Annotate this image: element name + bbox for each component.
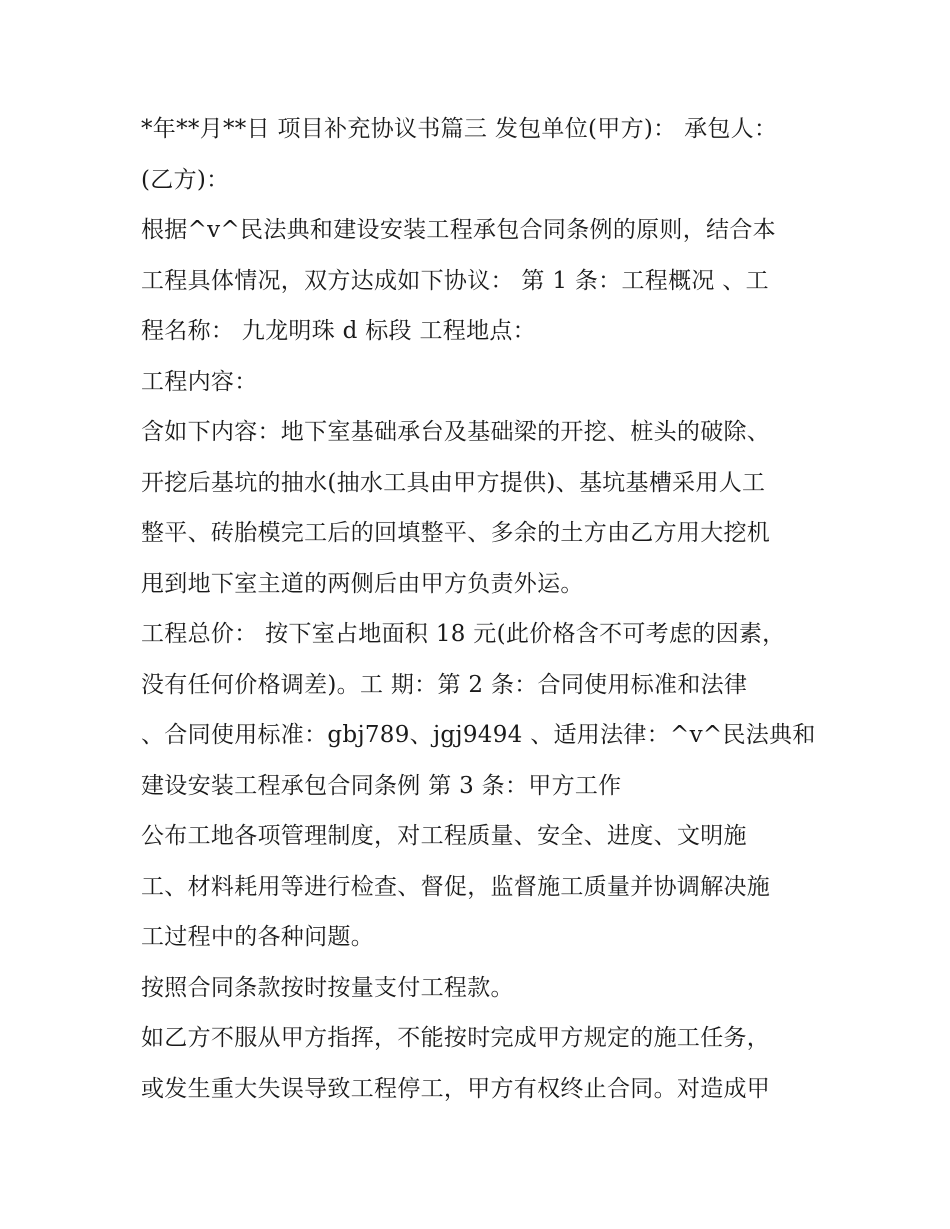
text-line: 、合同使用标准：gbj789、jgj9494 、适用法律：^v^民法典和	[141, 722, 816, 748]
text-line: 工程内容：	[141, 368, 258, 395]
text-line: 没有任何价格调差)。工 期：第 2 条：合同使用标准和法律	[141, 671, 748, 698]
text-line: 开挖后基坑的抽水(抽水工具由甲方提供)、基坑基槽采用人工	[141, 469, 766, 496]
text-line: 程名称： 九龙明珠 d 标段 工程地点：	[141, 318, 536, 344]
text-line: 建设安装工程承包合同条例 第 3 条：甲方工作	[141, 772, 622, 799]
text-line: 如乙方不服从甲方指挥，不能按时完成甲方规定的施工任务，	[141, 1025, 771, 1051]
text-line: 工程总价： 按下室占地面积 18 元(此价格含不可考虑的因素，	[141, 621, 786, 647]
text-line: 整平、砖胎模完工后的回填整平、多余的土方由乙方用大挖机	[141, 520, 771, 546]
text-line: 工程具体情况，双方达成如下协议： 第 1 条：工程概况 、工	[141, 267, 769, 294]
text-line: *年**月**日 项目补充协议书篇三 发包单位(甲方)： 承包人：	[141, 116, 778, 142]
text-line: 公布工地各项管理制度，对工程质量、安全、进度、文明施	[141, 823, 747, 849]
text-line: 含如下内容：地下室基础承台及基础梁的开挖、桩头的破除、	[141, 419, 771, 445]
text-line: (乙方)：	[141, 166, 230, 193]
text-line: 或发生重大失误导致工程停工，甲方有权终止合同。对造成甲	[141, 1075, 771, 1102]
text-line: 工过程中的各种问题。	[141, 924, 374, 950]
text-line: 工、材料耗用等进行检查、督促，监督施工质量并协调解决施	[141, 873, 771, 900]
text-line: 根据^v^民法典和建设安装工程承包合同条例的原则，结合本	[141, 217, 776, 243]
text-line: 按照合同条款按时按量支付工程款。	[141, 974, 514, 1001]
document-body	[141, 104, 821, 1114]
text-line: 甩到地下室主道的两侧后由甲方负责外运。	[141, 570, 584, 597]
